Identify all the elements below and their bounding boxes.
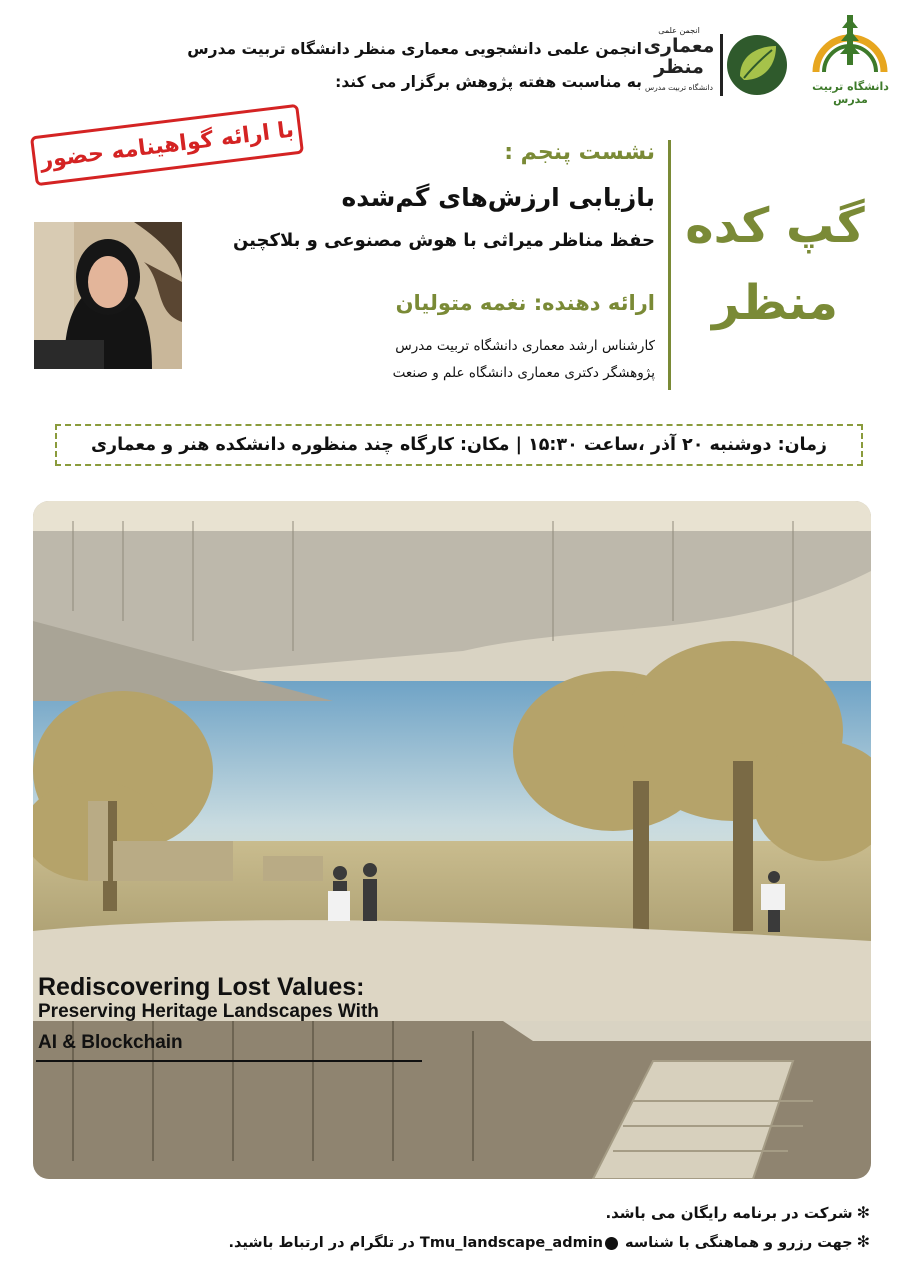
- poster-illustration: [33, 501, 871, 1179]
- presenter-name: ارائه دهنده: نغمه متولیان: [395, 291, 655, 315]
- association-word2: منظر: [654, 56, 704, 78]
- presenter-portrait-icon: [34, 222, 182, 369]
- stamp-text: با ارائه گواهینامه حضور: [38, 117, 296, 173]
- english-title: Rediscovering Lost Values:: [38, 973, 365, 1001]
- university-logo-text: دانشگاه تربیت مدرس: [812, 80, 889, 106]
- session-label: نشست پنجم :: [504, 140, 655, 165]
- session-subtitle: حفظ مناظر میراثی با هوش مصنوعی و بلاکچین: [232, 230, 655, 251]
- association-logo: [640, 26, 790, 104]
- brand-title-line1: گپ کده: [685, 198, 865, 254]
- footer-note2-post: در تلگرام در ارتباط باشید.: [228, 1235, 420, 1251]
- presenter-credential-2: پژوهشگر دکتری معماری دانشگاه علم و صنعت: [392, 365, 655, 381]
- english-subtitle-1: Preserving Heritage Landscapes With: [38, 1001, 379, 1022]
- association-small-label: انجمن علمی: [658, 26, 700, 35]
- time-location-bar: زمان: دوشنبه ۲۰ آذر ،ساعت ۱۵:۳۰ | مکان: کارگاه چند منظوره دانشکده هنر و معماری: [55, 424, 863, 466]
- association-word1: معماری: [643, 35, 715, 57]
- footer-note-contact: [229, 1232, 870, 1251]
- english-subtitle-2: AI & Blockchain: [38, 1032, 183, 1053]
- english-title-underline: [36, 1060, 422, 1062]
- association-footer: دانشگاه تربیت مدرس: [645, 83, 713, 92]
- footer-note-free: [605, 1203, 870, 1222]
- heritage-landscape-illustration: [33, 501, 871, 1179]
- asterisk-icon: ✻: [856, 1232, 870, 1251]
- footer-note2-pre: جهت رزرو و هماهنگی با شناسه: [620, 1235, 853, 1251]
- header-subtitle-line: به مناسبت هفته پژوهش برگزار می کند:: [335, 73, 642, 91]
- logo-divider: [720, 34, 723, 96]
- telegram-icon: [605, 1237, 618, 1250]
- presenter-photo: [34, 222, 182, 369]
- attendance-certificate-stamp: [21, 95, 313, 195]
- brand-divider: [668, 140, 671, 390]
- leaf-logo-icon: [726, 32, 788, 98]
- brand-title-line2: منظر: [712, 275, 838, 331]
- university-logo: [808, 10, 893, 106]
- footer-note1-text: شرکت در برنامه رایگان می باشد.: [605, 1204, 853, 1222]
- header-organizer-line: انجمن علمی دانشجویی معماری منظر دانشگاه تربیت مدرس: [187, 40, 642, 58]
- presenter-credential-1: کارشناس ارشد معماری دانشگاه تربیت مدرس: [395, 338, 655, 354]
- telegram-handle[interactable]: Tmu_landscape_admin: [419, 1235, 603, 1251]
- asterisk-icon: ✻: [856, 1203, 870, 1222]
- session-title: بازیابی ارزش‌های گم‌شده: [341, 183, 655, 212]
